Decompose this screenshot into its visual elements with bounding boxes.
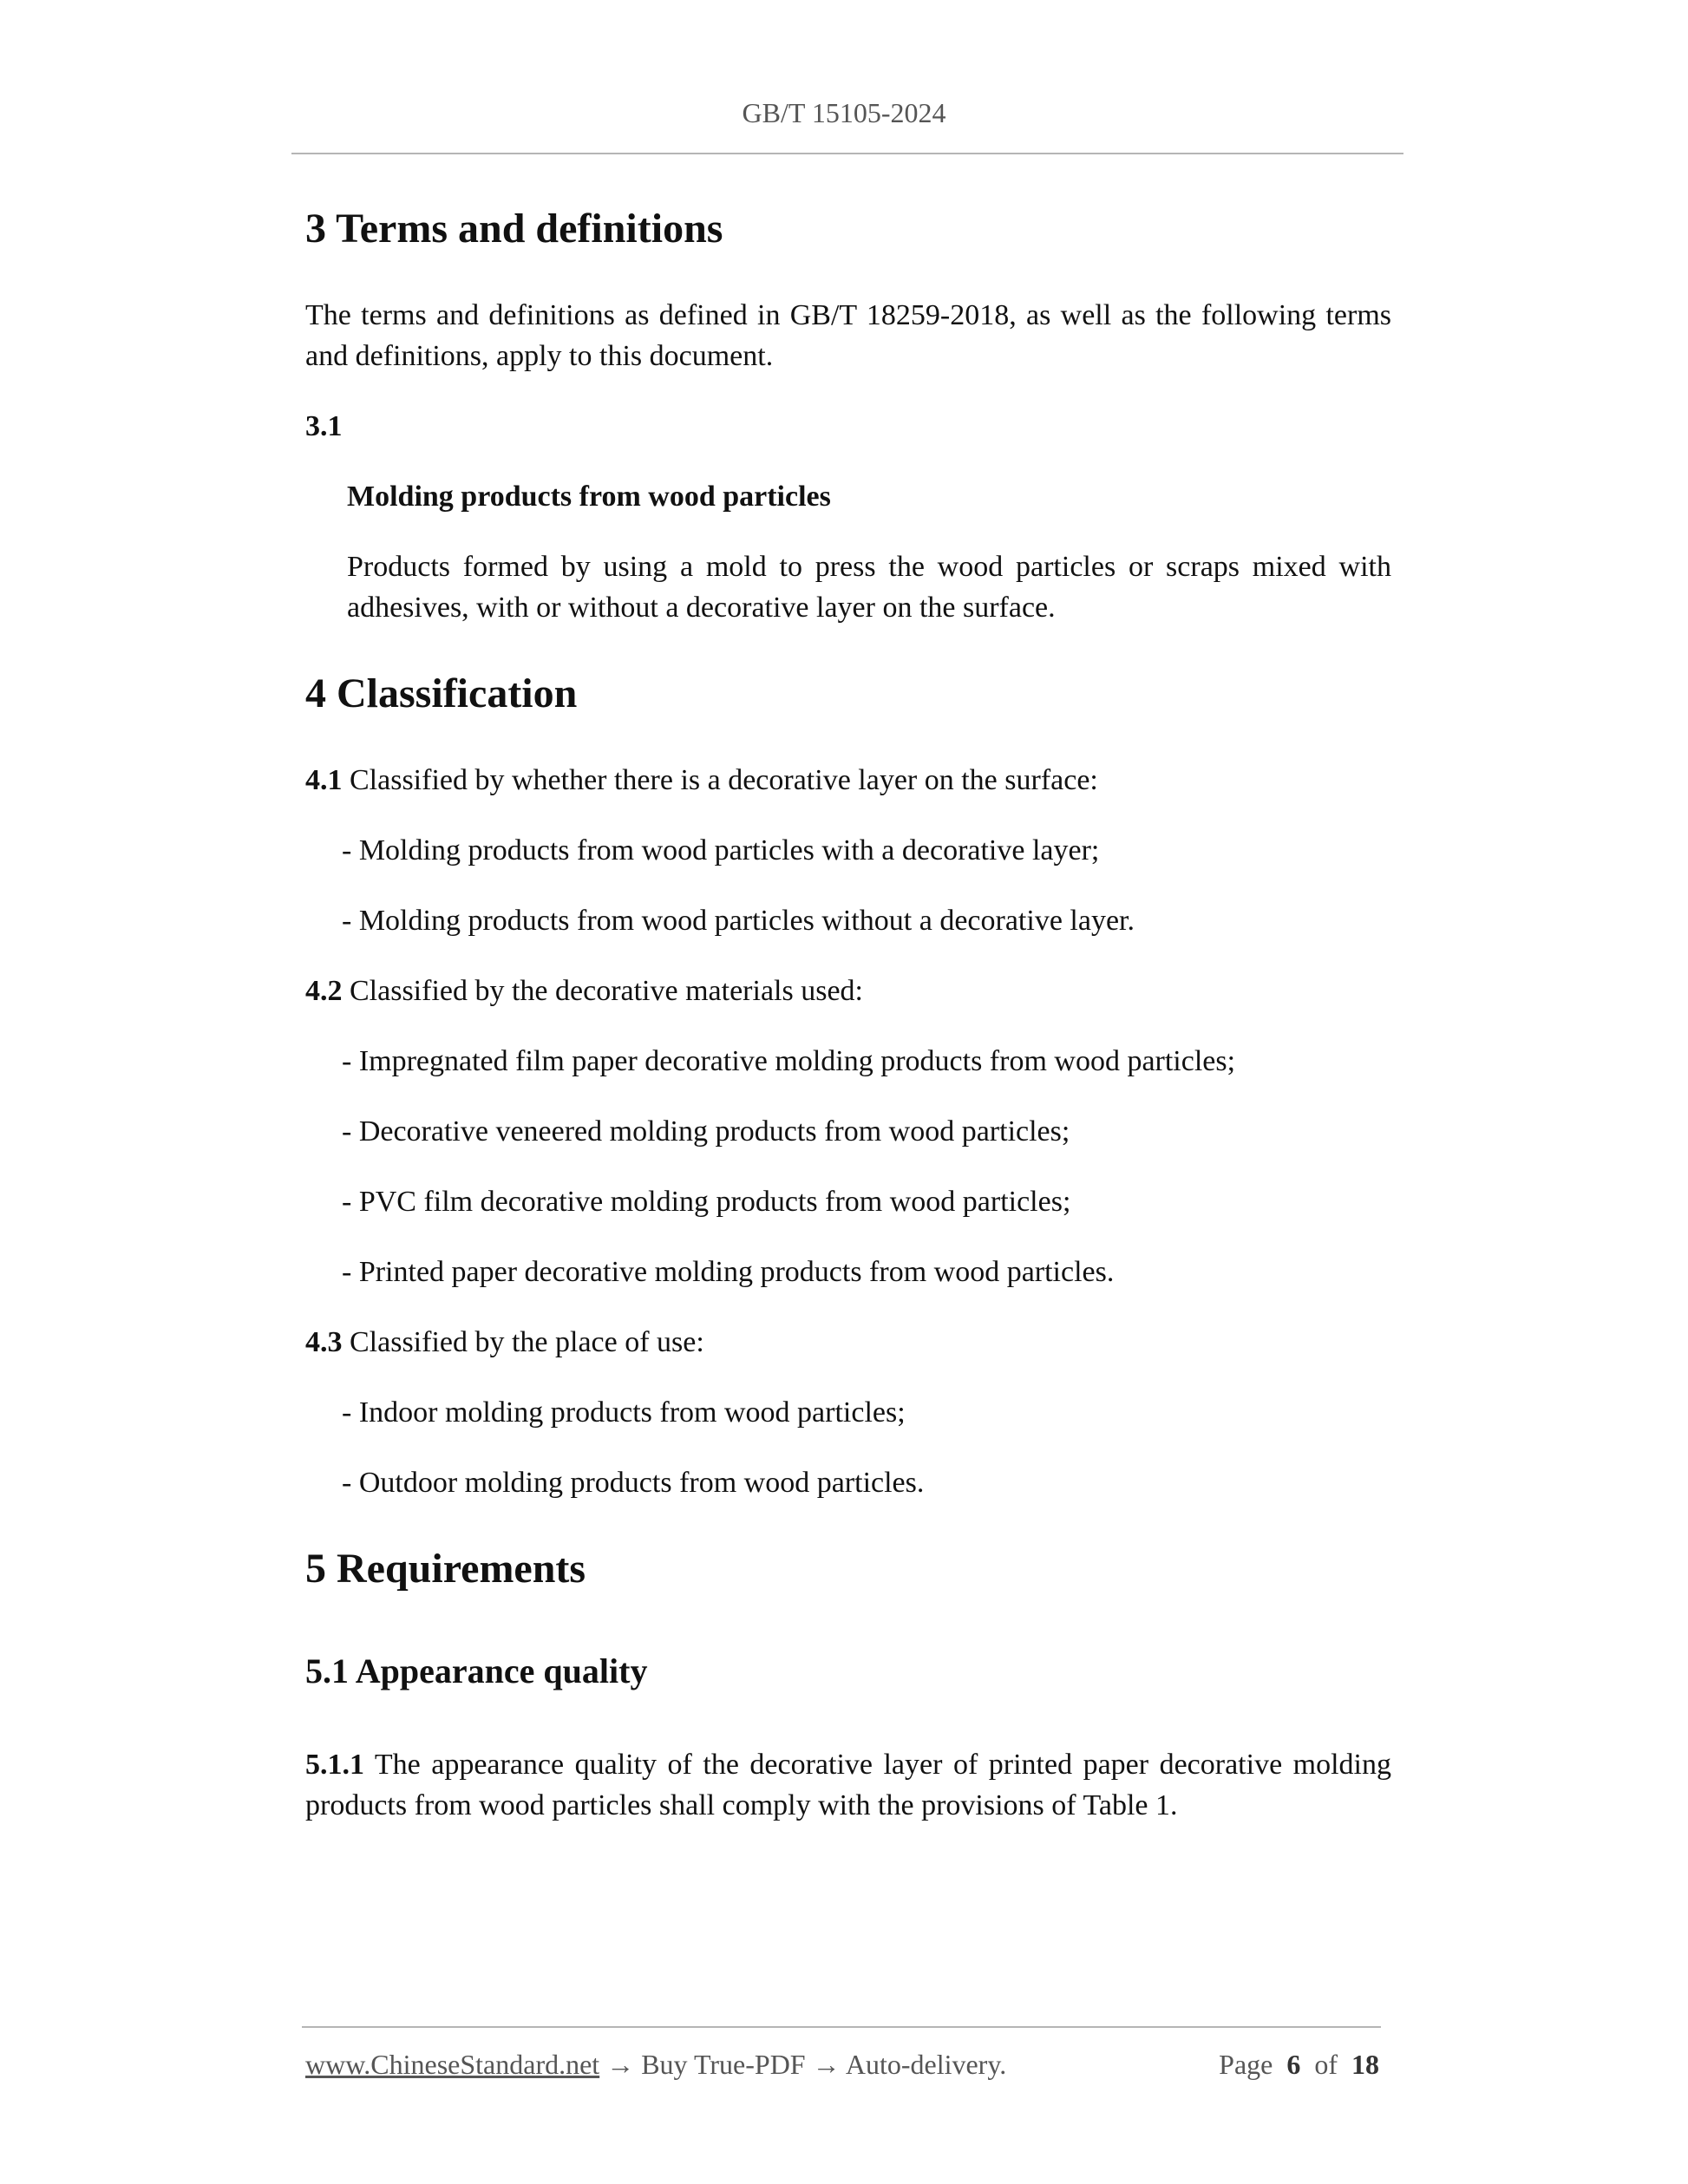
arrow-icon: → <box>805 2049 846 2080</box>
list-item: - PVC film decorative molding products from wood particles; <box>342 1186 1071 1218</box>
footer-divider <box>302 2026 1381 2028</box>
section-3-heading: 3 Terms and definitions <box>305 206 723 252</box>
of-label: of <box>1314 2049 1338 2080</box>
buy-pdf-text: Buy True-PDF <box>641 2049 806 2080</box>
clause-number: 5.1.1 <box>305 1749 364 1781</box>
term-number: 3.1 <box>305 410 343 442</box>
header-divider <box>291 153 1403 154</box>
clause-text: The appearance quality of the decorative layer of printed paper decorative molding products from wood particles shall comply with the provisions of Table 1. <box>305 1749 1391 1821</box>
section-3-intro: The terms and definitions as defined in GB/T 18259-2018, as well as the following terms and definitions, apply to this document. <box>305 299 1391 372</box>
list-item: - Molding products from wood particles without a decorative layer. <box>342 905 1135 937</box>
list-item: - Molding products from wood particles with a decorative layer; <box>342 834 1100 866</box>
classification-4-3 <box>305 1322 1391 1363</box>
clause-number: 4.3 <box>305 1326 343 1358</box>
clause-number: 4.1 <box>305 764 343 796</box>
total-pages: 18 <box>1351 2049 1379 2080</box>
list-item: - Impregnated film paper decorative molding products from wood particles; <box>342 1045 1236 1077</box>
clause-text: Classified by the decorative materials used: <box>342 975 863 1007</box>
arrow-icon: → <box>599 2049 642 2080</box>
list-item: - Printed paper decorative molding products from wood particles. <box>342 1256 1115 1288</box>
classification-4-2 <box>305 971 1391 1011</box>
page-label: Page <box>1219 2049 1273 2080</box>
list-item: - Decorative veneered molding products from wood particles; <box>342 1115 1070 1148</box>
section-5-heading: 5 Requirements <box>305 1546 586 1592</box>
clause-5-1-1 <box>305 1744 1391 1826</box>
section-5-1-heading: 5.1 Appearance quality <box>305 1651 648 1690</box>
auto-delivery-text: Auto-delivery. <box>845 2049 1007 2080</box>
website-link[interactable]: www.ChineseStandard.net <box>305 2049 600 2080</box>
clause-number: 4.2 <box>305 975 343 1007</box>
clause-text: Classified by whether there is a decorative layer on the surface: <box>342 764 1098 796</box>
current-page: 6 <box>1286 2049 1301 2080</box>
page-number <box>1219 2049 1379 2081</box>
classification-4-1 <box>305 760 1391 801</box>
page-header: GB/T 15105-2024 <box>742 97 946 128</box>
clause-text: Classified by the place of use: <box>342 1326 704 1358</box>
document-body <box>305 194 1391 1826</box>
list-item: - Indoor molding products from wood particles; <box>342 1396 906 1429</box>
term-title: Molding products from wood particles <box>347 481 831 513</box>
section-4-heading: 4 Classification <box>305 670 578 716</box>
term-definition: Products formed by using a mold to press the wood particles or scraps mixed with adhesives, with or without a decorative layer on the surface. <box>347 551 1391 624</box>
list-item: - Outdoor molding products from wood particles. <box>342 1467 925 1499</box>
footer-promo <box>305 2049 1006 2081</box>
